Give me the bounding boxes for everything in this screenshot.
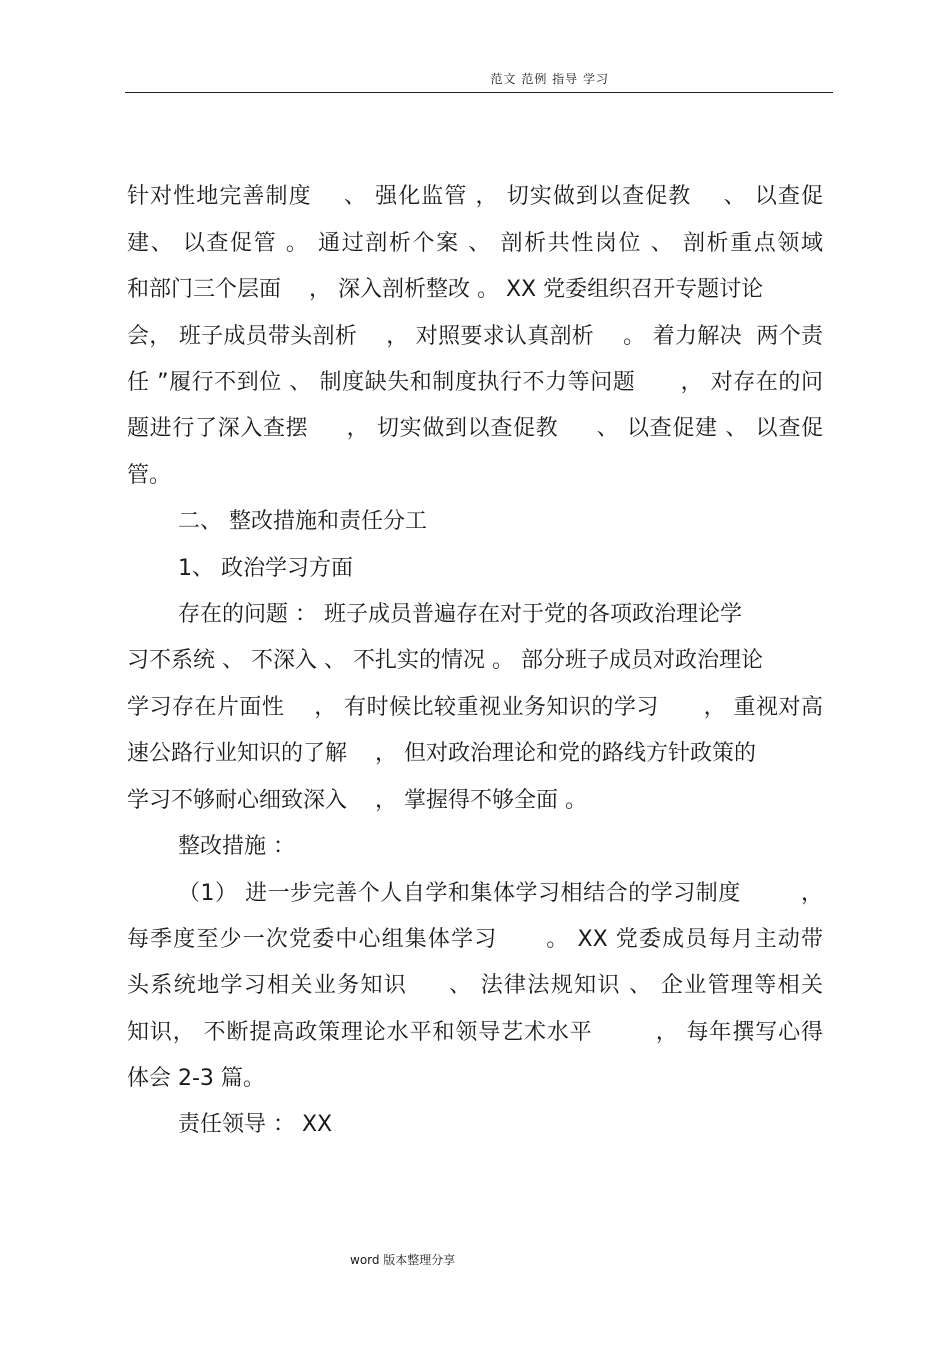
measures-label: 整改措施 ： [178,834,295,859]
paragraph-line: 学习存在片面性 ， 有时候比较重视业务知识的学习 ， 重视对高 [127,695,823,720]
paragraph-line: 体会 2-3 篇。 [127,1066,265,1091]
paragraph-line: 任 ”履行不到位 、 制度缺失和制度执行不力等问题 ， 对存在的问 [127,370,823,395]
paragraph-line: 速公路行业知识的了解 ， 但对政治理论和党的路线方针政策的 [127,741,756,766]
paragraph-line: 管。 [127,463,172,488]
paragraph-line: 存在的问题 ： 班子成员普遍存在对于党的各项政治理论学 [178,602,742,627]
page-header [125,68,833,93]
responsible-leader: 责任领导 ： XX [178,1112,333,1137]
paragraph-line: 题进行了深入查摆 ， 切实做到以查促教 、 以查促建 、 以查促 [127,416,823,441]
paragraph-line: 每季度至少一次党委中心组集体学习 。 XX 党委成员每月主动带 [127,927,823,952]
paragraph-line: 学习不够耐心细致深入 ， 掌握得不够全面 。 [127,788,587,813]
subsection-heading: 1、 政治学习方面 [178,556,353,581]
paragraph-line: 头系统地学习相关业务知识 、 法律法规知识 、 企业管理等相关 [127,973,823,998]
paragraph-line: 习不系统 、 不深入 、 不扎实的情况 。 部分班子成员对政治理论 [127,648,763,673]
paragraph-line: （1） 进一步完善个人自学和集体学习相结合的学习制度 ， [178,881,823,906]
header-text: 范文 范例 指导 学习 [490,72,609,86]
paragraph-line: 建、 以查促管 。 通过剖析个案 、 剖析共性岗位 、 剖析重点领域 [127,231,823,256]
paragraph-line: 会， 班子成员带头剖析 ， 对照要求认真剖析 。 着力解决 两个责 [127,324,823,349]
paragraph-line: 针对性地完善制度 、 强化监管 ， 切实做到以查促教 、 以查促 [127,184,823,209]
paragraph-line: 和部门三个层面 ， 深入剖析整改 。 XX 党委组织召开专题讨论 [127,277,764,302]
section-heading: 二、 整改措施和责任分工 [178,509,427,534]
paragraph-line: 知识， 不断提高政策理论水平和领导艺术水平 ， 每年撰写心得 [127,1020,823,1045]
page-footer: word 版本整理分享 [350,1253,456,1267]
